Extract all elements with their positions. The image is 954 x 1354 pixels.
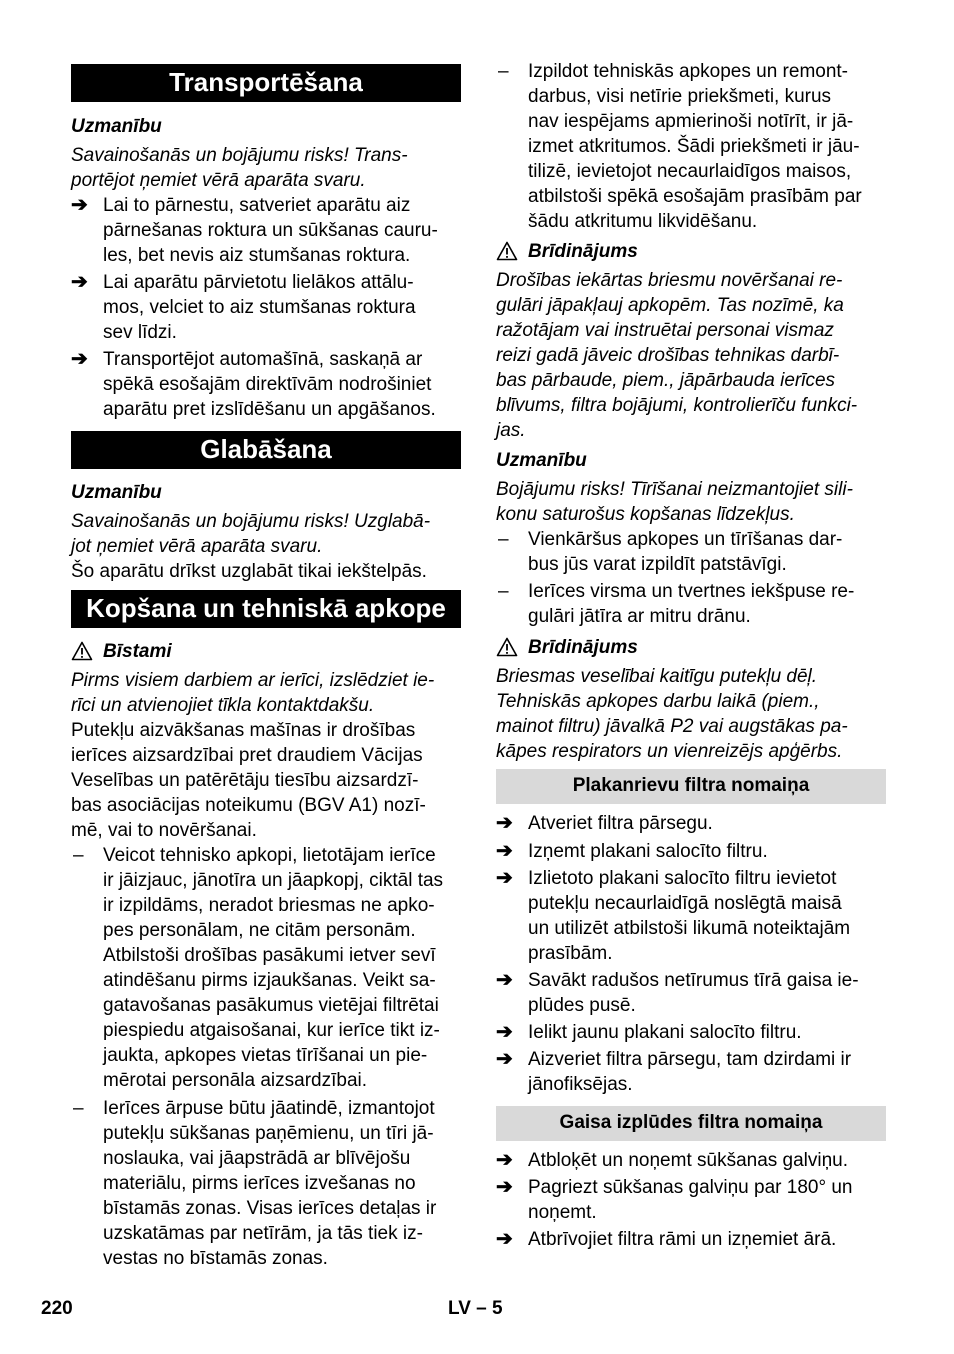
arrow-icon: ➔ — [496, 1176, 513, 1198]
list-item-text: Lai to pārnestu, satveriet aparātu aiz pārnešanas roktura un sūkšanas cauru- les, bet nevis aiz stumšanas roktura. — [103, 195, 438, 266]
danger-notice — [71, 639, 461, 664]
caution-text: Savainošanās un bojājumu risks! Uzglabā- jot ņemiet vērā aparāta svaru. — [71, 511, 431, 557]
caution-text: Bojājumu risks! Tīrīšanai neizmantojiet sili- konu saturošus kopšanas līdzekļus. — [496, 479, 853, 525]
page-number: 220 — [41, 1298, 73, 1319]
arrow-icon: ➔ — [496, 867, 513, 889]
list-item-text: Atveriet filtra pārsegu. — [528, 813, 713, 834]
list-item-text: Veicot tehnisko apkopi, lietotājam ierīce ir jāizjauc, jānotīra un jāapkopj, ciktāl tas ir izpildāms, neradot briesmas ne apko- pes personālam, ne citām personām. Atbilstoši drošības pasākumi ietver sevī atindēšanu pirms izjaukšanas. Veikt sa- gatavošanas pasākumus vietējai filtrētai piespiedu atgaisošanai, kur ierīce tikt iz- jaukta, apkopes vietas tīrīšanai un pie- mērotai personāla aizsardzībai. — [103, 845, 444, 1091]
danger-label: Bīstami — [103, 641, 172, 662]
warning-label: Brīdinājums — [528, 637, 638, 658]
list-item-text: Vienkāršus apkopes un tīrīšanas dar- bus jūs varat izpildīt patstāvīgi. — [528, 529, 843, 575]
list-item-text: Izņemt plakani salocīto filtru. — [528, 841, 768, 862]
list-item-text: Izlietoto plakani salocīto filtru ievietot putekļu necaurlaidīgā noslēgtā maisā un utilizēt atbilstoši likumā noteiktajām prasībām. — [528, 868, 851, 964]
arrow-icon: ➔ — [496, 812, 513, 834]
list-item-text: Pagriezt sūkšanas galviņu par 180° un noņemt. — [528, 1177, 853, 1223]
arrow-icon: ➔ — [71, 271, 88, 293]
dash-bullet: – — [498, 581, 509, 602]
subsection-heading-flat-filter: Plakanrievu filtra nomaiņa — [496, 769, 886, 804]
arrow-icon: ➔ — [496, 1048, 513, 1070]
footer-section — [448, 1296, 503, 1321]
list-item-text: Atbrīvojiet filtra rāmi un izņemiet ārā. — [528, 1229, 837, 1250]
section-heading-care: Kopšana un tehniskā apkope — [71, 590, 461, 628]
section-heading-storage: Glabāšana — [71, 431, 461, 469]
subsection-heading-exhaust-filter: Gaisa izplūdes filtra nomaiņa — [496, 1106, 886, 1141]
arrow-icon: ➔ — [71, 348, 88, 370]
caution-text: Savainošanās un bojājumu risks! Trans- portējot ņemiet vērā aparāta svaru. — [71, 145, 408, 191]
list-item-text: Ielikt jaunu plakani salocīto filtru. — [528, 1022, 802, 1043]
list-item-text: Savākt radušos netīrumus tīrā gaisa ie- plūdes pusē. — [528, 970, 859, 1016]
arrow-icon: ➔ — [496, 1228, 513, 1250]
caution-label: Uzmanību — [71, 116, 162, 137]
caution-label: Uzmanību — [496, 450, 587, 471]
list-item-text: Lai aparātu pārvietotu lielākos attālu- mos, velciet to aiz stumšanas roktura sev līdzi. — [103, 272, 416, 343]
warning-text: Briesmas veselībai kaitīgu putekļu dēļ. Tehniskās apkopes darbu laikā (piem., mainot filtru) jāvalkā P2 vai augstākas pa- kāpes respirators un vienreizējs apģērbs. — [496, 666, 848, 762]
arrow-icon: ➔ — [496, 840, 513, 862]
list-item-text: Ierīces ārpuse būtu jāatindē, izmantojot putekļu sūkšanas paņēmienu, un tīri jā- noslauka, vai jāapstrādā ar blīvējošu materiālu, pirms ierīces izvešanas no bīstamās zonas. Visas ierīces detaļas ir uzskatāmas par netīrām, ja tās tiek iz- vestas no bīstamās zonas. — [103, 1098, 437, 1269]
warning-triangle-icon — [496, 637, 518, 657]
arrow-icon: ➔ — [71, 194, 88, 216]
caution-label: Uzmanību — [71, 482, 162, 503]
list-item-text: Ierīces virsma un tvertnes iekšpuse re- gulāri jātīra ar mitru drānu. — [528, 581, 855, 627]
danger-text: Pirms visiem darbiem ar ierīci, izslēdziet ie- rīci un atvienojiet tīkla kontaktdakšu. — [71, 670, 435, 716]
warning-text: Drošības iekārtas briesmu novēršanai re- gulāri jāpakļauj apkopēm. Tas nozīmē, ka ražotājam vai instruētai personai vismaz reizi gadā jāveic drošības tehnikas darbī- bas pārbaude, piem., jāpārbauda ierīces blīvums, filtra bojājumi, kontrolierīču funkci- jas. — [496, 270, 858, 441]
dash-bullet: – — [73, 1098, 84, 1119]
warning-notice — [496, 635, 886, 660]
footer-language: LV — [448, 1298, 471, 1319]
warning-notice — [496, 239, 886, 264]
warning-triangle-icon — [496, 241, 518, 261]
storage-text: Šo aparātu drīkst uzglabāt tikai iekštelpās. — [71, 561, 427, 582]
dash-bullet: – — [73, 845, 84, 866]
dash-bullet: – — [498, 61, 509, 82]
dash-bullet: – — [498, 529, 509, 550]
warning-label: Brīdinājums — [528, 241, 638, 262]
care-paragraph: Putekļu aizvākšanas mašīnas ir drošības ierīces aizsardzībai pret draudiem Vācijas Veselības un patērētāju tiesību aizsardzī- bas asociācijas noteikumu (BGV A1) nozī- mē, vai to novēršanai. — [71, 720, 426, 841]
warning-triangle-icon — [71, 641, 93, 661]
arrow-icon: ➔ — [496, 969, 513, 991]
list-item-text: Aizveriet filtra pārsegu, tam dzirdami ir jānofiksējas. — [528, 1049, 852, 1095]
footer-section-page: – 5 — [476, 1298, 503, 1319]
list-item-text: Izpildot tehniskās apkopes un remont- darbus, visi netīrie priekšmeti, kurus nav iespējams apmierinoši notīrīt, ir jā- izmet atkritumos. Šādi priekšmeti ir jāu- tilizē, ievietojot necaurlaidīgos maisos, atbilstoši spēkā esošajām prasībām par šādu atkritumu likvidēšanu. — [528, 61, 862, 232]
list-item-text: Transportējot automašīnā, saskaņā ar spēkā esošajām direktīvām nodrošiniet aparātu pret izslīdēšanu un apgāšanos. — [103, 349, 436, 420]
arrow-icon: ➔ — [496, 1021, 513, 1043]
list-item-text: Atbloķēt un noņemt sūkšanas galviņu. — [528, 1150, 849, 1171]
section-heading-transport: Transportēšana — [71, 64, 461, 102]
arrow-icon: ➔ — [496, 1149, 513, 1171]
